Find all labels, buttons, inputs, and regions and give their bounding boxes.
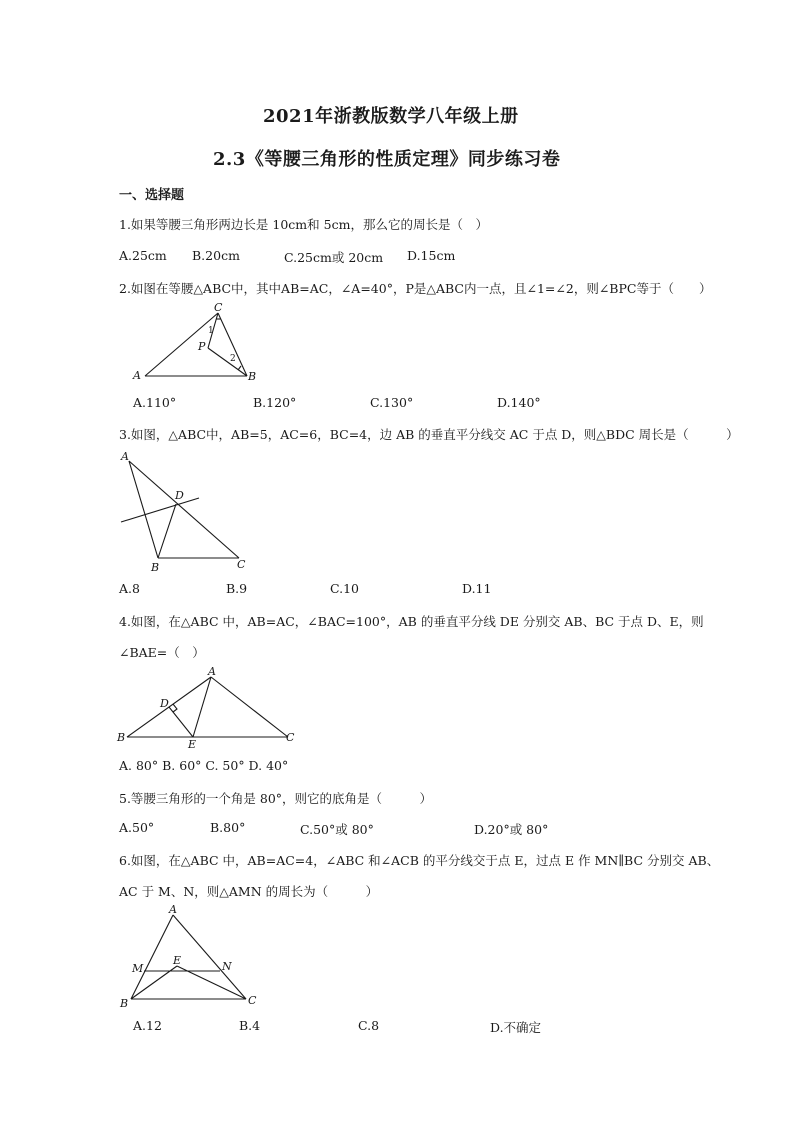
q1-option-a: A.25cm	[119, 248, 167, 263]
q4-label-d: D	[160, 697, 169, 710]
q4-label-a: A	[208, 665, 216, 678]
q6-option-a: A.12	[133, 1018, 162, 1033]
q2-side-ac	[145, 313, 218, 376]
q2-label-a: A	[133, 369, 141, 382]
q2-side-bc	[218, 313, 247, 376]
q6-label-c: C	[248, 994, 257, 1007]
q1-option-d: D.15cm	[407, 248, 456, 263]
q4-segment-de	[169, 707, 193, 737]
q6-side-ac	[173, 915, 246, 999]
q5-option-d: D.20°或 80°	[474, 822, 549, 837]
question-5-stem: 5.等腰三角形的一个角是 80°，则它的底角是（ ）	[119, 791, 433, 806]
question-2-stem: 2.如图在等腰△ABC中，其中AB=AC，∠A=40°，P是△ABC内一点，且∠1=∠2，则∠BPC等于（ ）	[119, 281, 712, 296]
q2-option-d: D.140°	[497, 395, 541, 410]
q3-side-ac	[129, 461, 239, 558]
page-subtitle: 2.3《等腰三角形的性质定理》同步练习卷	[213, 149, 561, 170]
q2-option-a: A.110°	[133, 395, 177, 410]
q2-label-2: 2	[230, 354, 236, 364]
q2-option-b: B.120°	[253, 395, 297, 410]
q3-label-d: D	[175, 489, 184, 502]
q6-option-c: C.8	[358, 1018, 380, 1033]
q4-label-b: B	[117, 731, 126, 744]
q4-figure	[115, 665, 300, 750]
q6-label-b: B	[120, 997, 129, 1010]
q2-label-b: B	[248, 370, 257, 383]
q2-option-c: C.130°	[370, 395, 414, 410]
q6-label-n: N	[222, 960, 232, 973]
q5-option-c: C.50°或 80°	[300, 822, 374, 837]
q2-label-1: 1	[208, 326, 214, 336]
q6-option-b: B.4	[239, 1018, 261, 1033]
q6-option-d: D.不确定	[490, 1020, 542, 1035]
q2-label-c: C	[214, 301, 223, 314]
q6-label-a: A	[169, 903, 177, 916]
q6-label-m: M	[132, 962, 144, 975]
q5-option-a: A.50°	[119, 820, 155, 835]
q1-option-b: B.20cm	[192, 248, 240, 263]
q4-label-e: E	[188, 738, 197, 750]
question-3-stem: 3.如图，△ABC中，AB=5，AC=6，BC=4，边 AB 的垂直平分线交 AC 于点 D，则△BDC 周长是（ ）	[119, 427, 739, 442]
question-1-stem: 1.如果等腰三角形两边长是 10cm和 5cm，那么它的周长是（ ）	[119, 217, 488, 232]
q3-segment-bd	[158, 504, 176, 558]
page-title: 2021年浙教版数学八年级上册	[263, 106, 519, 127]
question-4-stem-line2: ∠BAE=（ ）	[119, 645, 205, 660]
q3-option-b: B.9	[226, 581, 248, 596]
q3-option-a: A.8	[119, 581, 140, 596]
q3-label-a: A	[121, 450, 129, 463]
q1-option-c: C.25cm或 20cm	[284, 250, 384, 265]
q4-options: A. 80° B. 60° C. 50° D. 40°	[119, 758, 289, 773]
q3-side-ab	[129, 461, 158, 558]
question-6-stem-line1: 6.如图，在△ABC 中，AB=AC=4，∠ABC 和∠ACB 的平分线交于点 E，过点 E 作 MN∥BC 分别交 AB、	[119, 853, 720, 868]
q3-perpendicular-bisector	[121, 498, 199, 522]
q3-label-c: C	[237, 558, 246, 571]
q3-option-c: C.10	[330, 581, 359, 596]
q3-option-d: D.11	[462, 581, 492, 596]
q5-option-b: B.80°	[210, 820, 246, 835]
q4-segment-ae	[193, 677, 211, 737]
q4-right-angle-mark	[173, 704, 177, 712]
q2-figure	[128, 300, 263, 388]
section-heading: 一、选择题	[119, 188, 185, 203]
question-6-stem-line2: AC 于 M、N，则△AMN 的周长为（ ）	[119, 884, 379, 899]
question-4-stem-line1: 4.如图，在△ABC 中，AB=AC，∠BAC=100°，AB 的垂直平分线 DE 分别交 AB、BC 于点 D、E，则	[119, 614, 704, 629]
q3-figure	[115, 447, 255, 573]
q4-label-c: C	[286, 731, 295, 744]
q2-label-p: P	[198, 340, 206, 353]
q6-figure	[115, 903, 265, 1015]
q6-label-e: E	[173, 954, 182, 967]
q3-label-b: B	[151, 561, 160, 573]
q4-side-ac	[211, 677, 288, 737]
q6-side-ab	[131, 915, 173, 999]
